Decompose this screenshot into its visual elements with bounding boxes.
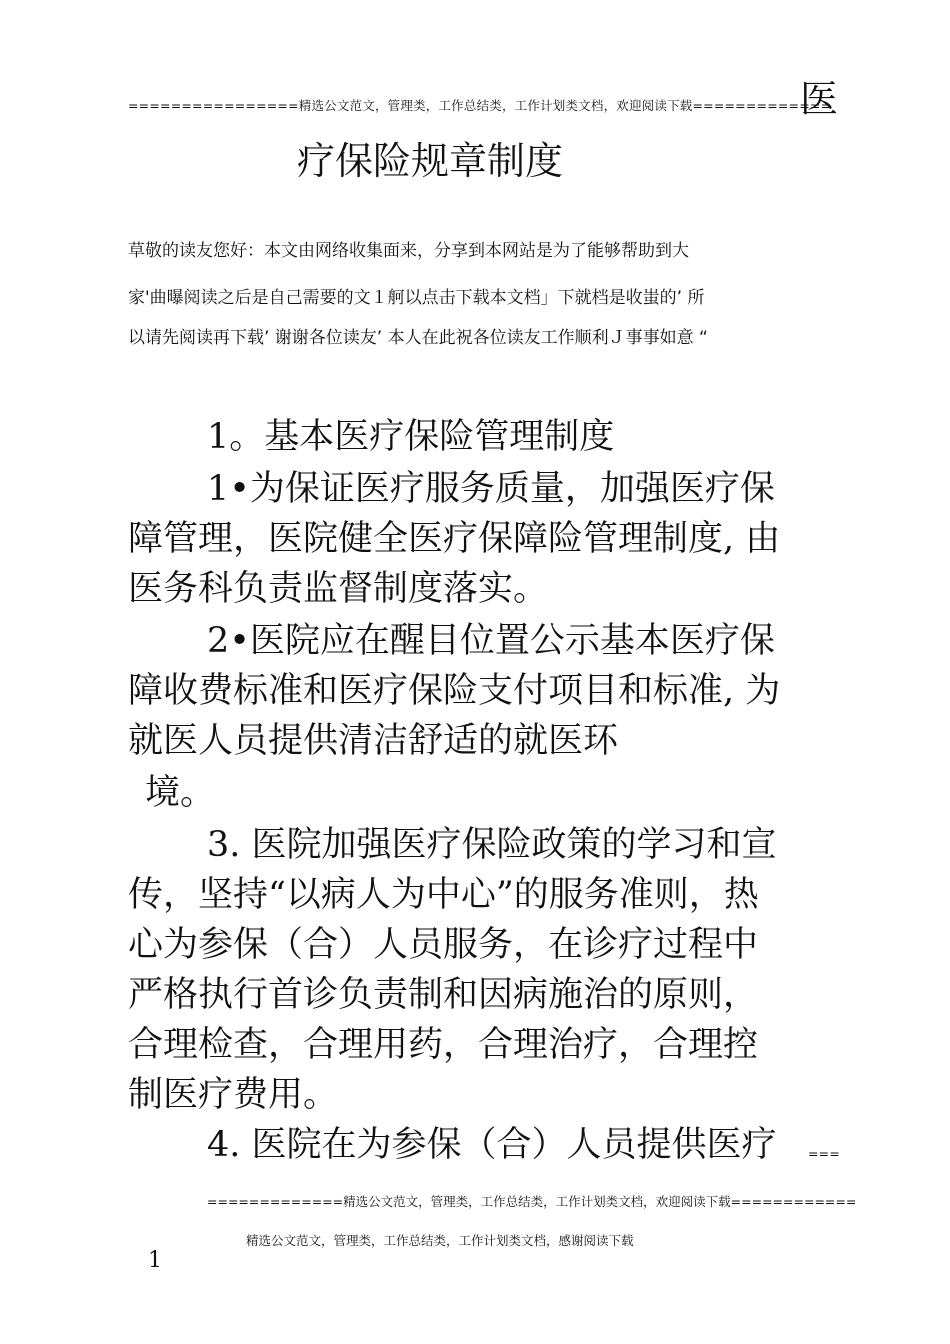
body-line: 1•为保证医疗服务质量，加强医疗保 [207,469,775,509]
body-line: 2•医院应在醒目位置公示基本医疗保 [207,621,775,661]
footer-caption: 精选公文范文，管理类，工作总结类，工作计划类文档，感谢阅读下载 [246,1233,634,1248]
body-line: 障收费标准和医疗保险支付项目和标准, 为 [128,671,781,711]
body-line: 传，坚持“以病人为中心”的服务准则，热 [128,875,759,915]
body-line: 医务科负责监督制度落实。 [128,569,549,609]
body-line: 心为参保（合）人员服务，在诊疗过程中 [128,925,759,965]
intro-line-1: 草敬的读友您好：本文由网络收集面来，分享到本网站是为了能够帮助到大 [128,241,689,261]
header-banner: ================精选公文范文，管理类，工作总结类，工作计划类文档，欢迎阅读下载============= [128,98,832,113]
body-line: 境。 [145,773,216,813]
document-title: 疗保险规章制度 [297,139,564,183]
section-heading: 1。基本医疗保险管理制度 [207,417,615,457]
page-number: 1 [148,1248,162,1273]
body-line: 严格执行首诊负责制和因病施治的原则， [128,975,759,1015]
body-line: 3. 医院加强医疗保险政策的学习和宣 [207,825,777,865]
intro-line-2: 家'曲曝阅读之后是自己需要的文１舸以点击下载本文档」下就档是收蚩的’ 所 [128,288,705,308]
trailing-mark: === [808,1146,841,1161]
body-line: 障管理，医院健全医疗保障险管理制度, 由 [128,519,781,559]
body-line: 制医疗费用。 [128,1075,339,1115]
body-line: 就医人员提供清洁舒适的就医环 [128,721,619,761]
footer-banner: =============精选公文范文，管理类，工作总结类，工作计划类文档，欢迎阅读下载============ [207,1194,857,1209]
intro-line-3: 以请先阅读再下载’ 谢谢各位读友’ 本人在此祝各位读友工作顺利Ｊ事事如意 “ [128,328,708,348]
body-line: 4. 医院在为参保（合）人员提供医疗 [207,1125,777,1165]
title-first-char: 医 [800,77,839,121]
body-line: 合理检查，合理用药，合理治疗，合理控 [128,1025,759,1065]
